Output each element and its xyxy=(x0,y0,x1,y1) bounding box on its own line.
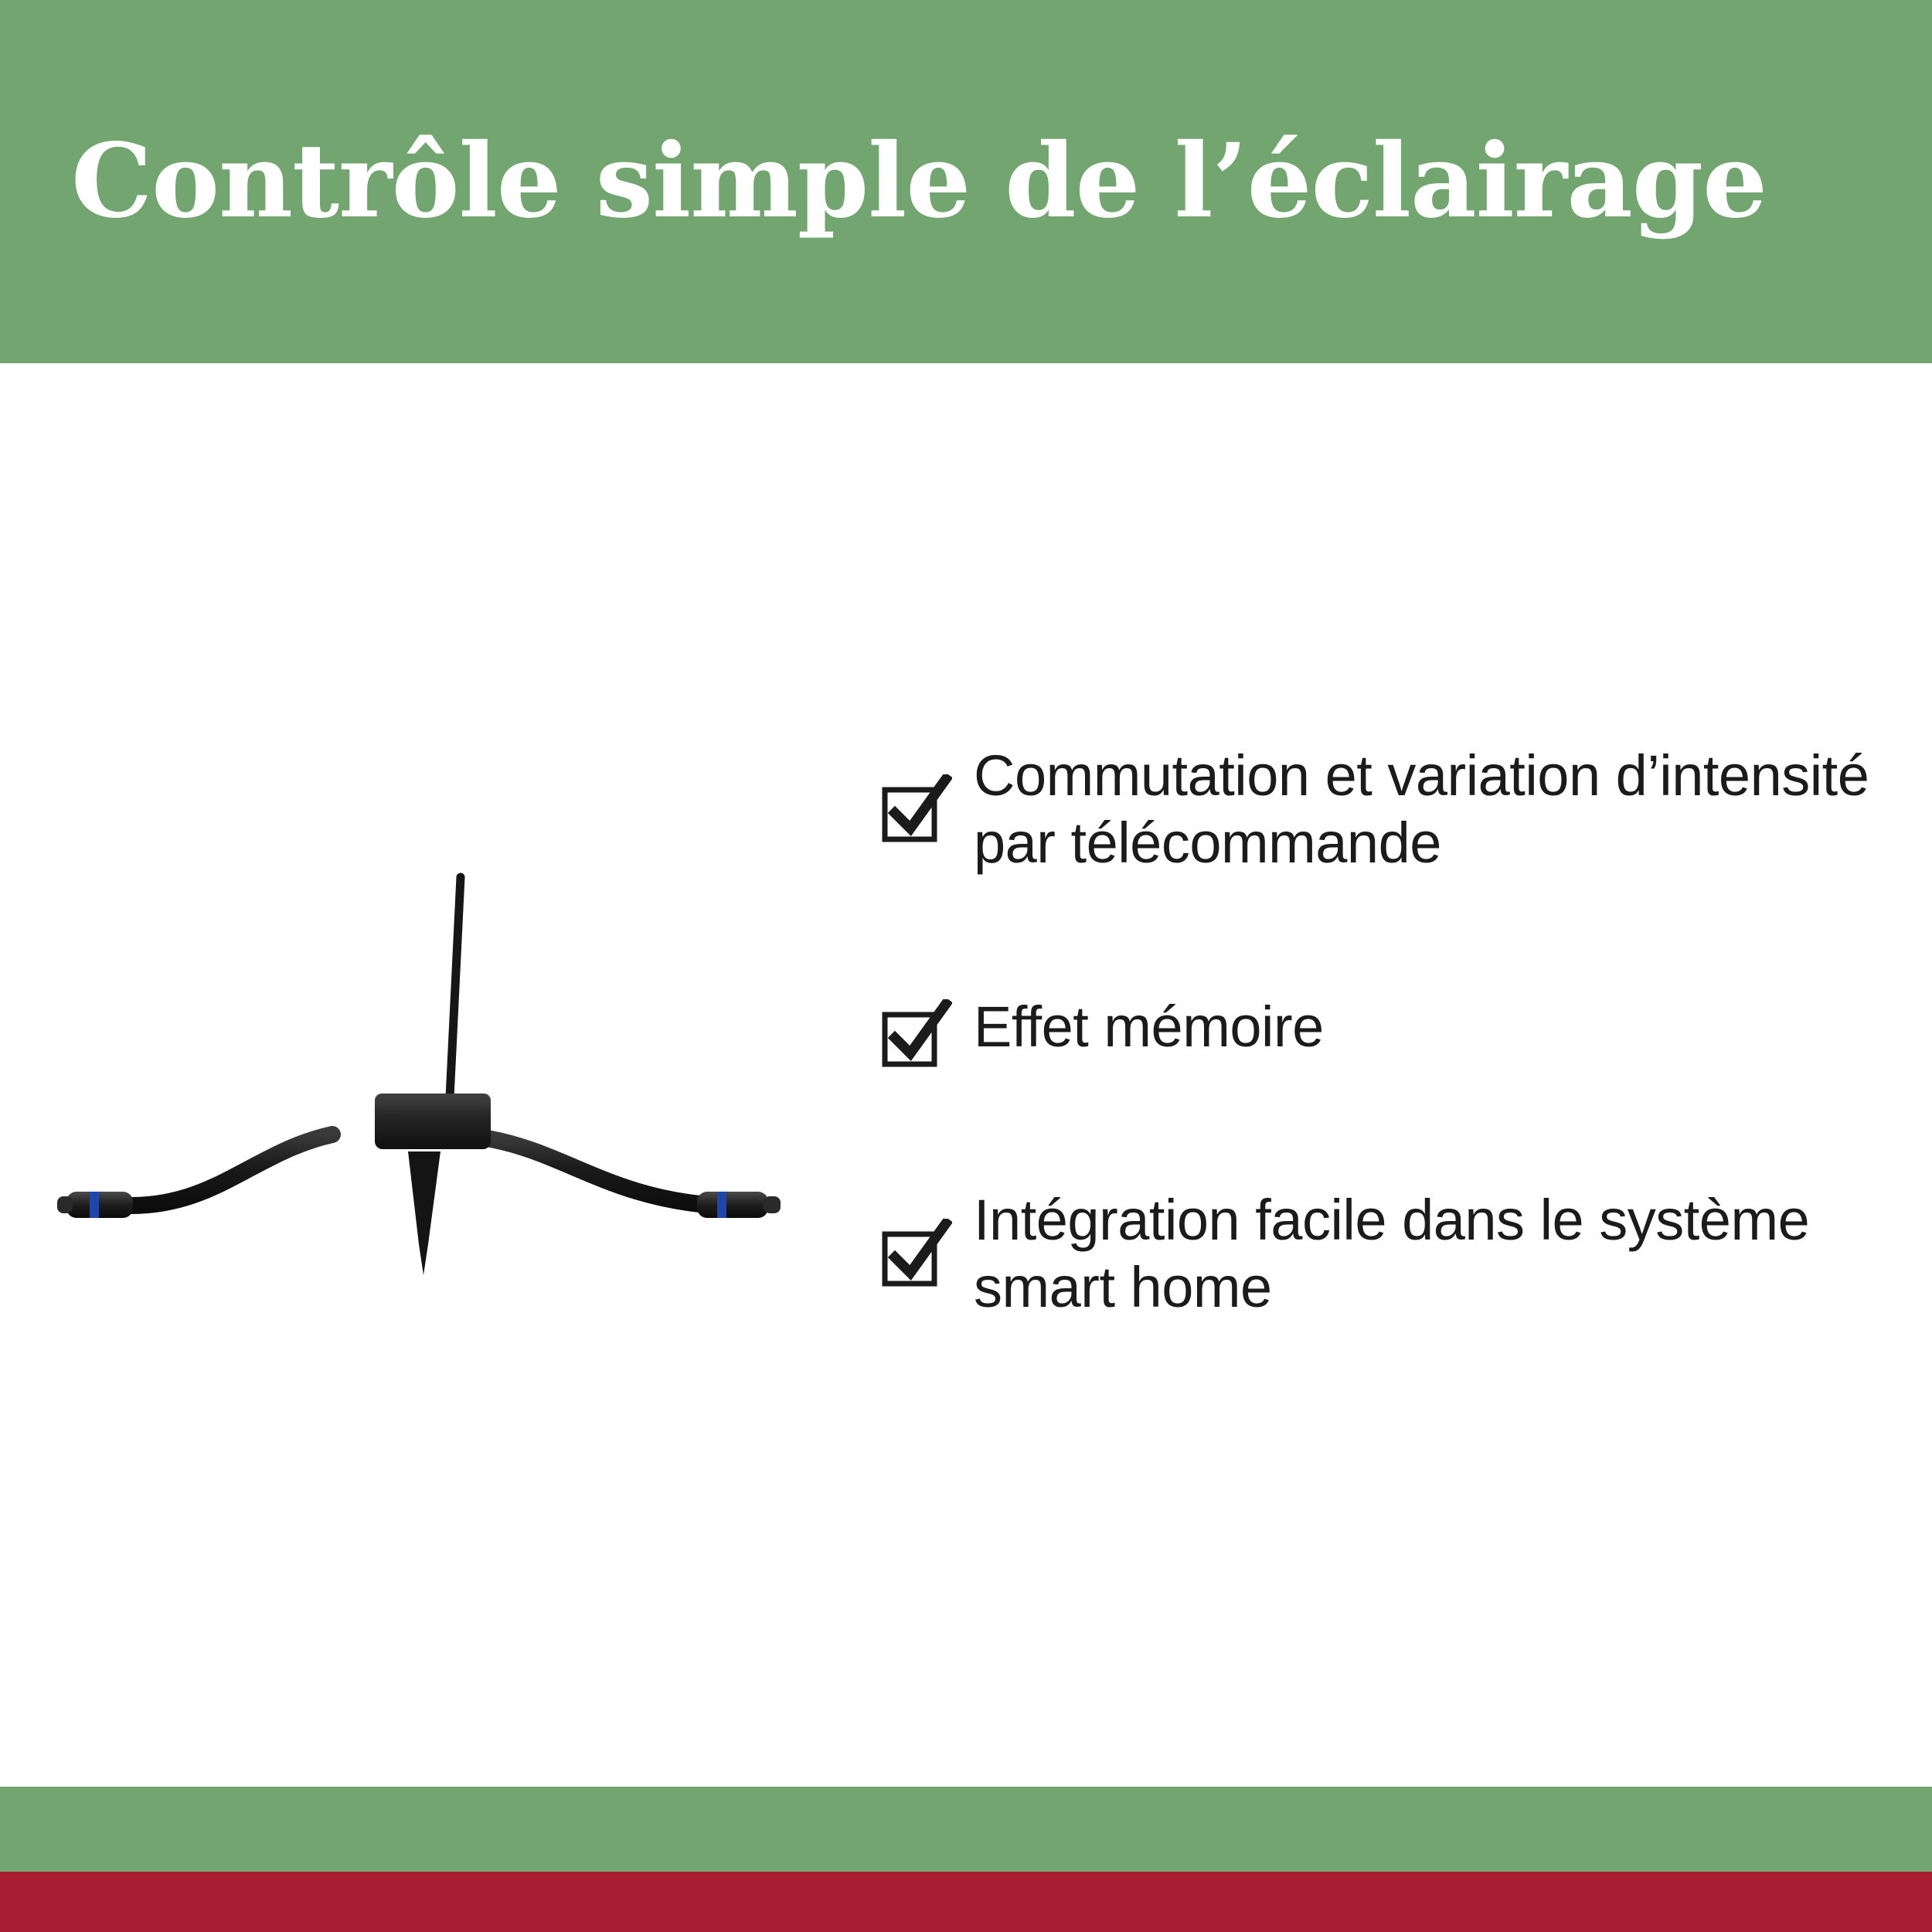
checkbox-checked-icon xyxy=(881,999,952,1070)
controller-body-highlight xyxy=(375,1094,491,1106)
footer-green-band xyxy=(0,1787,1932,1872)
checkbox-checked-icon xyxy=(881,1219,952,1290)
list-item-label: Commutation et variation d’intensité par télécommande xyxy=(974,743,1869,876)
ground-spike xyxy=(408,1151,440,1275)
right-cable xyxy=(487,1138,719,1206)
list-item-label: Intégration facile dans le système smart home xyxy=(974,1187,1810,1319)
header-band xyxy=(0,0,1932,363)
footer-red-band xyxy=(0,1872,1932,1932)
product-illustration-svg xyxy=(23,842,889,1321)
right-connector xyxy=(697,1192,781,1218)
left-cable xyxy=(131,1134,332,1206)
left-connector xyxy=(57,1192,133,1218)
list-item xyxy=(881,742,1878,877)
page-title: Contrôle simple de l’éclairage xyxy=(71,121,1767,241)
list-item xyxy=(881,1186,1878,1321)
main-content xyxy=(0,363,1932,1872)
list-item-label: Effet mémoire xyxy=(974,994,1324,1059)
feature-list xyxy=(881,742,1878,1321)
product-image xyxy=(23,842,889,1321)
antenna xyxy=(450,877,461,1097)
list-item xyxy=(881,993,1878,1070)
checkbox-checked-icon xyxy=(881,774,952,845)
